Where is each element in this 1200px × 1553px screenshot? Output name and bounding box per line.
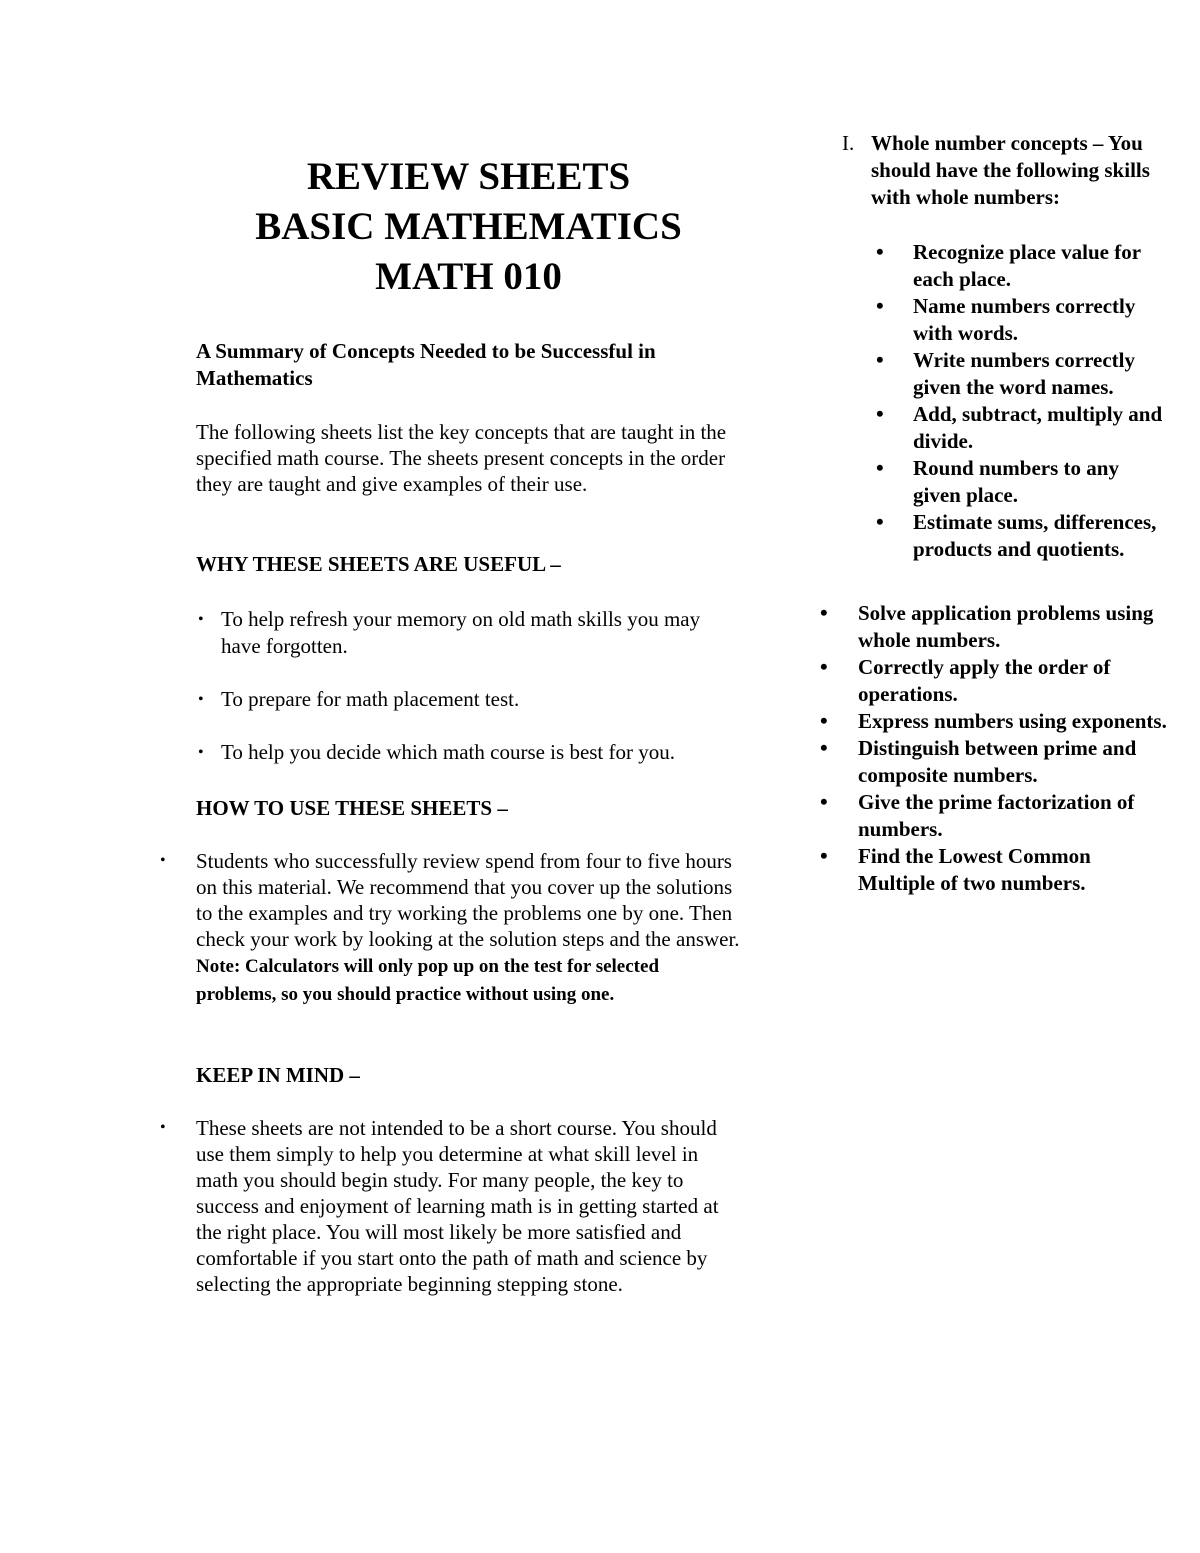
list-item <box>196 606 741 660</box>
bullet-icon: • <box>876 509 884 534</box>
how-text: Students who successfully review spend from four to five hours on this material. We recommend that you cover up the solutions to the examples and try working the problems one by one. Then check your work by looking at the solution steps and the answer. <box>196 849 740 951</box>
whole-number-section <box>842 130 1172 211</box>
list-item <box>820 843 1172 897</box>
bullet-icon: • <box>198 691 204 708</box>
bullet-icon: • <box>876 455 884 480</box>
skills-list <box>842 239 1172 563</box>
list-item-text: Express numbers using exponents. <box>858 709 1167 733</box>
bullet-icon: • <box>820 654 828 679</box>
right-column <box>820 130 1172 897</box>
bullet-icon: • <box>160 1119 166 1136</box>
list-item <box>820 654 1172 708</box>
summary-heading: A Summary of Concepts Needed to be Successful in Mathematics <box>196 339 656 390</box>
list-item-text: To help you decide which math course is best for you. <box>221 740 676 764</box>
list-item <box>820 789 1172 843</box>
list-item <box>196 686 741 713</box>
list-item <box>876 455 1172 509</box>
title-line-3: MATH 010 <box>375 255 562 298</box>
keep-paragraph <box>160 1115 741 1297</box>
title-line-1: REVIEW SHEETS <box>306 155 631 198</box>
why-list <box>196 606 741 766</box>
bullet-icon: • <box>876 293 884 318</box>
document-title <box>196 152 741 302</box>
list-item <box>196 739 741 766</box>
list-item-text: Solve application problems using whole numbers. <box>858 601 1154 652</box>
list-item <box>820 600 1172 654</box>
how-paragraph <box>160 848 741 1008</box>
list-item-text: Distinguish between prime and composite numbers. <box>858 736 1137 787</box>
why-heading: WHY THESE SHEETS ARE USEFUL – <box>196 552 561 576</box>
left-column <box>160 152 741 1297</box>
section-numeral: I. <box>842 131 855 155</box>
title-line-2: BASIC MATHEMATICS <box>255 205 682 248</box>
bullet-icon: • <box>876 239 884 264</box>
bullet-icon: • <box>820 735 828 760</box>
bullet-icon: • <box>820 708 828 733</box>
list-item <box>820 735 1172 789</box>
bullet-icon: • <box>876 401 884 426</box>
bullet-icon: • <box>820 789 828 814</box>
bullet-icon: • <box>160 852 166 869</box>
bullet-icon: • <box>820 600 828 625</box>
list-item-text: Write numbers correctly given the word names. <box>913 348 1135 399</box>
list-item-text: Add, subtract, multiply and divide. <box>913 402 1163 453</box>
list-item <box>876 401 1172 455</box>
how-heading: HOW TO USE THESE SHEETS – <box>196 796 508 820</box>
list-item-text: Name numbers correctly with words. <box>913 294 1136 345</box>
list-item <box>876 293 1172 347</box>
list-item-text: Correctly apply the order of operations. <box>858 655 1111 706</box>
intro-paragraph: The following sheets list the key concepts that are taught in the specified math course. The sheets present concepts in the order they are taught and give examples of their use. <box>196 420 727 496</box>
bullet-icon: • <box>820 843 828 868</box>
additional-skills-list <box>820 600 1172 897</box>
bullet-icon: • <box>198 611 204 628</box>
list-item <box>876 509 1172 563</box>
list-item-text: Give the prime factorization of numbers. <box>858 790 1135 841</box>
list-item <box>820 708 1172 735</box>
keep-heading: KEEP IN MIND – <box>196 1063 360 1087</box>
list-item-text: To help refresh your memory on old math skills you may have forgotten. <box>221 607 701 658</box>
keep-text: These sheets are not intended to be a short course. You should use them simply to help you determine at what skill level in math you should begin study. For many people, the key to success and enjoyment of learning math is in getting started at the right place. You will most likely be more satisfied and comfortable if you start onto the path of math and science by selecting the appropriate beginning stepping stone. <box>196 1116 719 1296</box>
bullet-icon: • <box>876 347 884 372</box>
list-item <box>876 347 1172 401</box>
list-item-text: Find the Lowest Common Multiple of two numbers. <box>858 844 1091 895</box>
list-item-text: Round numbers to any given place. <box>913 456 1119 507</box>
calculator-note: Note: Calculators will only pop up on the test for selected problems, so you should practice without using one. <box>196 956 660 1005</box>
list-item-text: To prepare for math placement test. <box>221 687 520 711</box>
list-item-text: Recognize place value for each place. <box>913 240 1141 291</box>
list-item <box>876 239 1172 293</box>
list-item-text: Estimate sums, differences, products and quotients. <box>913 510 1157 561</box>
section-heading: Whole number concepts – You should have the following skills with whole numbers: <box>871 131 1150 209</box>
bullet-icon: • <box>198 744 204 761</box>
